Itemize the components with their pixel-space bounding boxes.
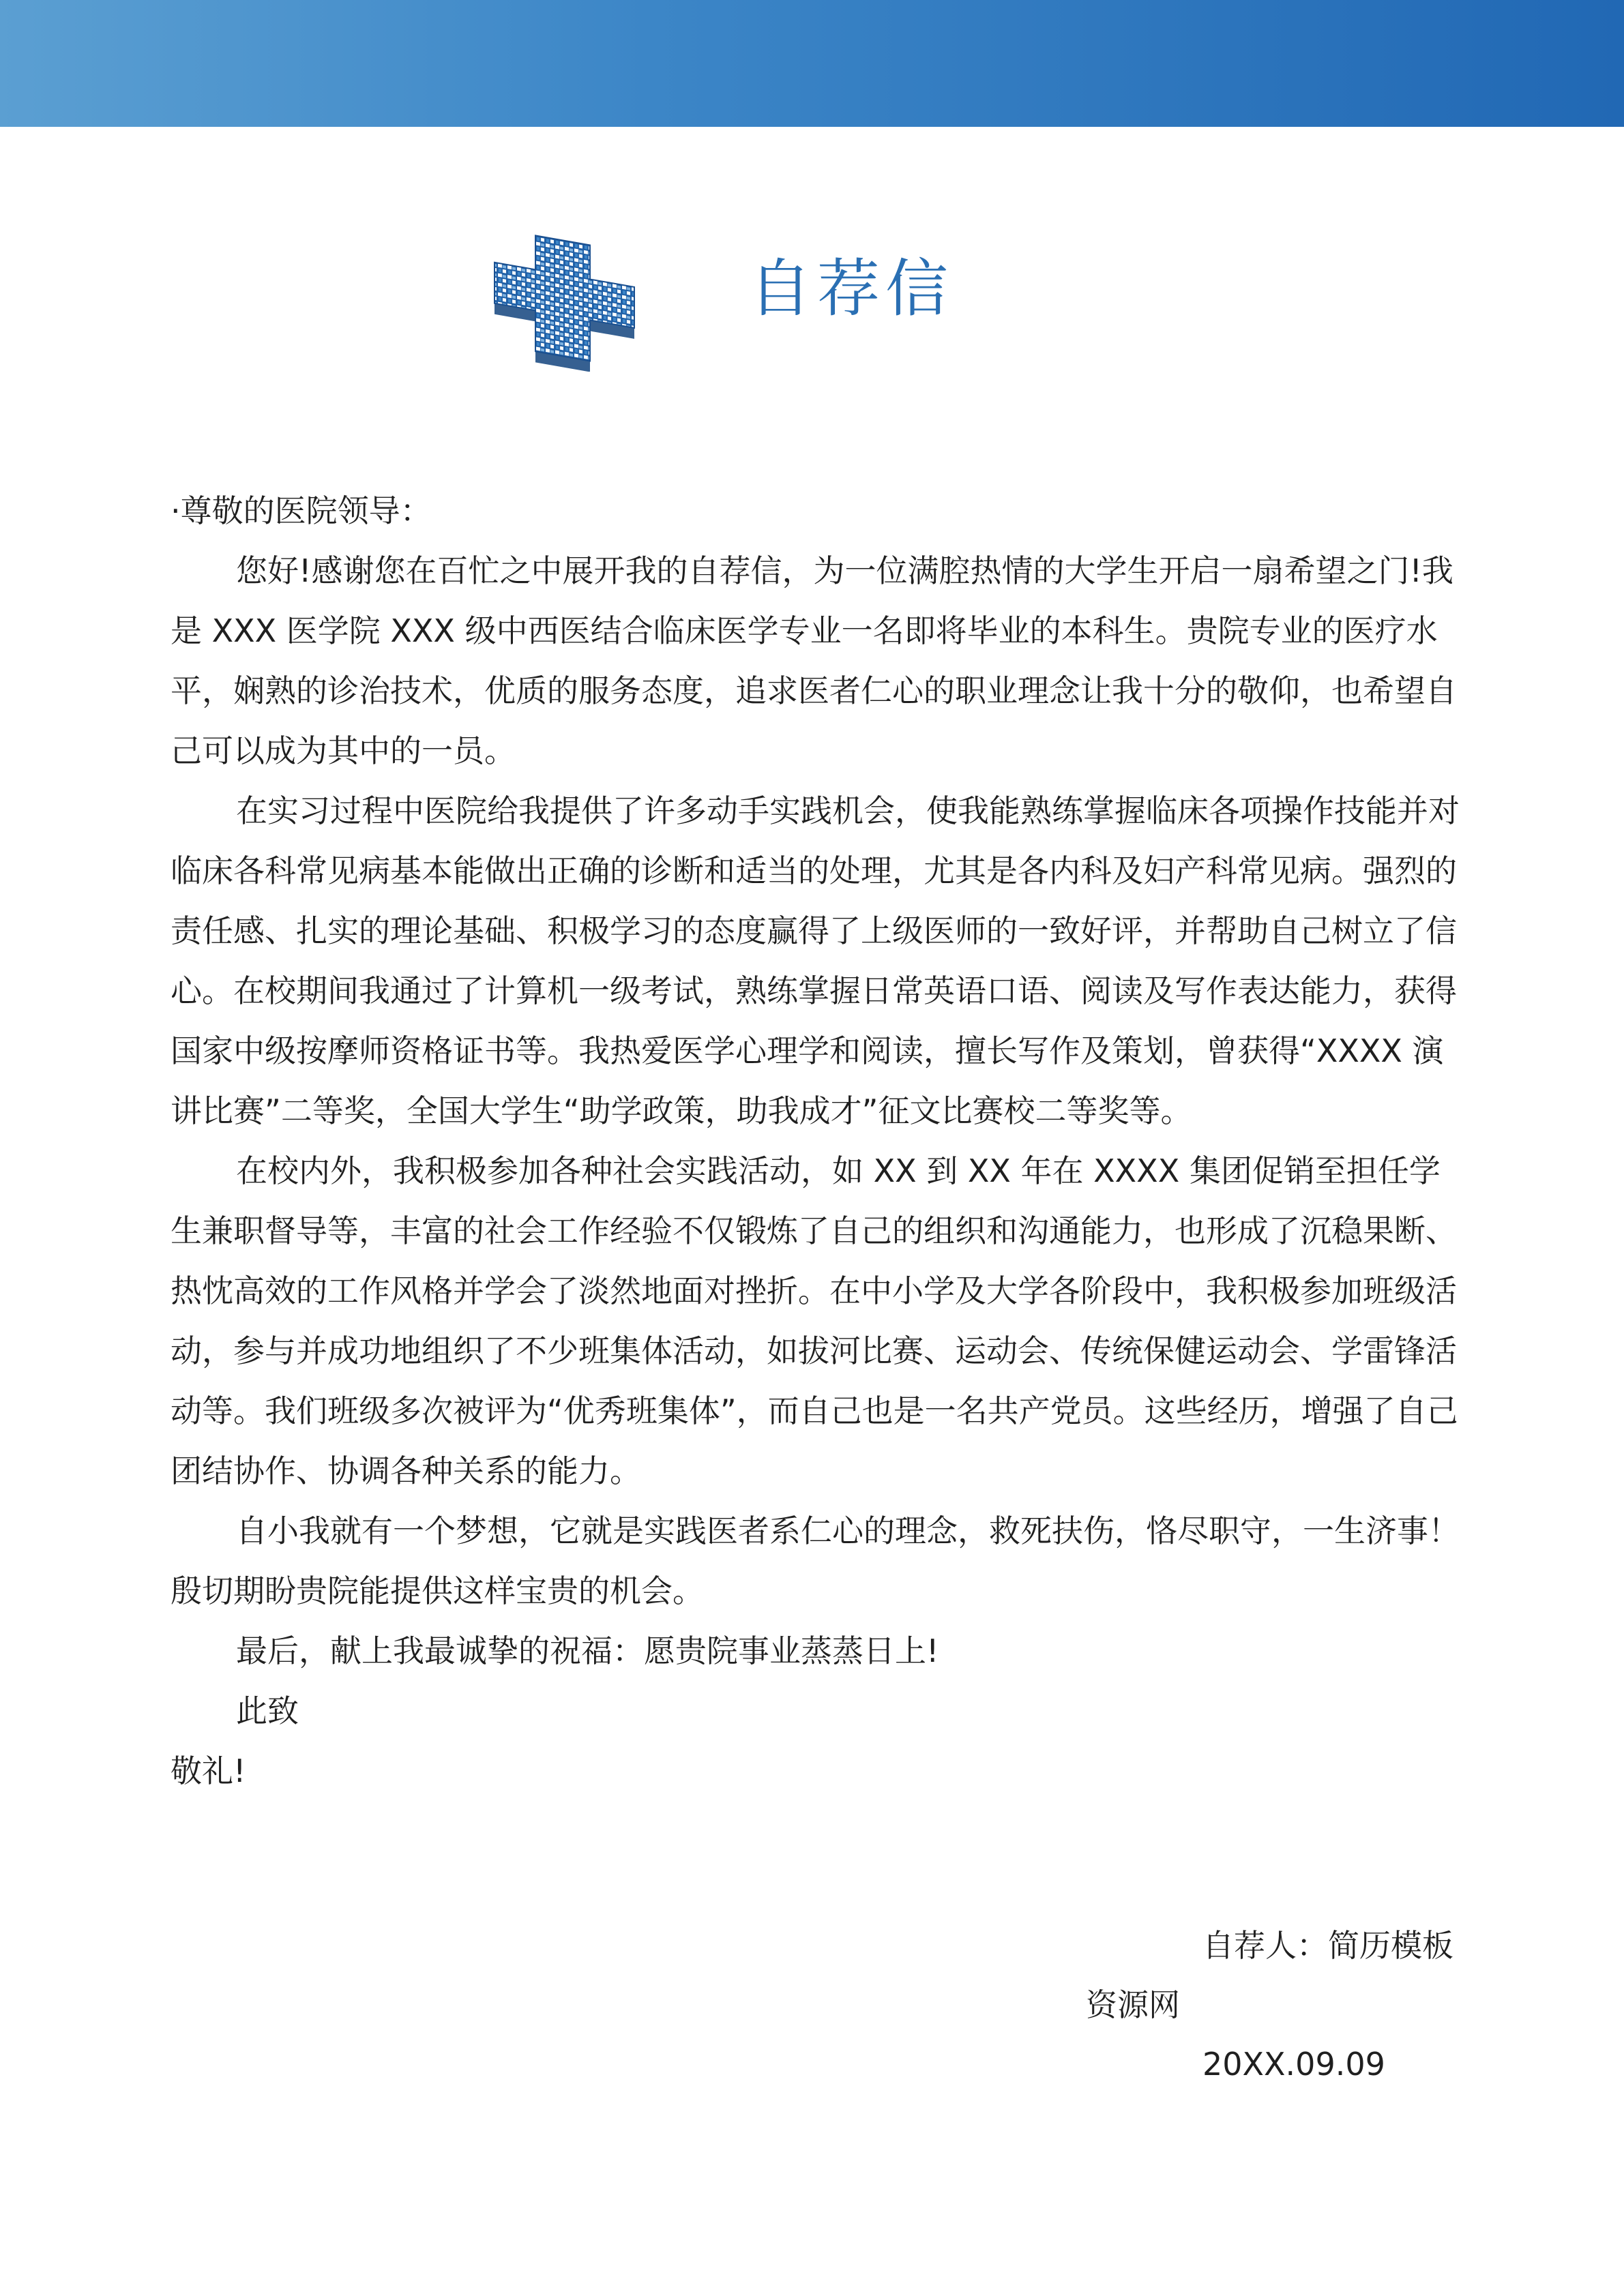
paragraph-4: 自小我就有一个梦想，它就是实践医者系仁心的理念，救死扶伤，恪尽职守，一生济事！殷切期盼贵院能提供这样宝贵的机会。 (171, 1512, 1460, 1609)
signature-line-1: 自荐人：简历模板 (1202, 1927, 1453, 1964)
letter-title: 自荐信 (749, 252, 954, 325)
salutation: ·尊敬的医院领导： (171, 492, 432, 529)
paragraph-5: 最后，献上我最诚挚的祝福：愿贵院事业蒸蒸日上! (236, 1632, 939, 1669)
regards: 敬礼! (171, 1753, 246, 1789)
paragraph-3: 在校内外，我积极参加各种社会实践活动，如 XX 到 XX 年在 XXXX 集团促销至担任学生兼职督导等，丰富的社会工作经验不仅锻炼了自己的组织和沟通能力，也形成了沉稳果断、热忱高效的工作风格并学会了淡然地面对挫折。在中小学及大学各阶段中，我积极参加班级活动，参与并成功地组织了不少班集体活动，如拔河比赛、运动会、传统保健运动会、学雷锋活动等。我们班级多次被评为“优秀班集体”，而自己也是一名共产党员。这些经历，增强了自己团结协作、协调各种关系的能力。 (171, 1152, 1458, 1489)
paragraph-1: 您好!感谢您在百忙之中展开我的自荐信，为一位满腔热情的大学生开启一扇希望之门!我是 XXX 医学院 XXX 级中西医结合临床医学专业一名即将毕业的本科生。贵院专业的医疗水平，娴熟的诊治技术，优质的服务态度，追求医者仁心的职业理念让我十分的敬仰，也希望自己可以成为其中的一员。 (171, 552, 1457, 769)
medical-cross-icon (488, 228, 658, 372)
paragraph-2: 在实习过程中医院给我提供了许多动手实践机会，使我能熟练掌握临床各项操作技能并对临床各科常见病基本能做出正确的诊断和适当的处理，尤其是各内科及妇产科常见病。强烈的责任感、扎实的理论基础、积极学习的态度赢得了上级医师的一致好评，并帮助自己树立了信心。在校期间我通过了计算机一级考试，熟练掌握日常英语口语、阅读及写作表达能力，获得国家中级按摩师资格证书等。我热爱医学心理学和阅读，擅长写作及策划，曾获得“XXXX 演讲比赛”二等奖，全国大学生“助学政策，助我成才”征文比赛校二等奖等。 (171, 792, 1460, 1129)
signature-line-2: 资源网 (1086, 1986, 1180, 2023)
header-banner (0, 0, 1624, 127)
signature-date: 20XX.09.09 (1202, 2046, 1385, 2083)
letter-body (171, 481, 1466, 1801)
closing: 此致 (236, 1693, 299, 1729)
